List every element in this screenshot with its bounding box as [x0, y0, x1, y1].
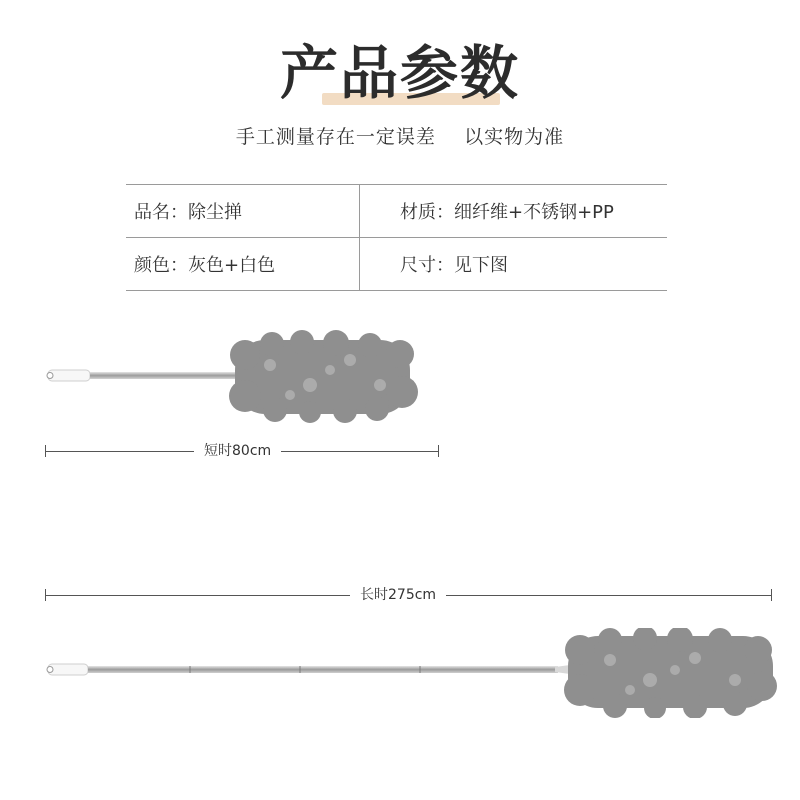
title-block — [0, 38, 800, 108]
spec-product-name: 品名：除尘掸 — [126, 185, 360, 237]
duster-short-image — [40, 330, 420, 425]
dim-short-label: 短时80cm — [194, 442, 281, 460]
spec-size: 尺寸：见下图 — [400, 255, 508, 276]
spec-row — [126, 238, 667, 291]
duster-head — [564, 628, 777, 718]
dim-long-label: 长时275cm — [350, 586, 446, 604]
dim-short-right-tick — [438, 445, 439, 457]
spec-material: 材质：细纤维+不锈钢+PP — [400, 202, 614, 223]
dim-long-right-tick — [771, 589, 772, 601]
spec-row — [126, 184, 667, 238]
duster-long-image — [40, 628, 780, 718]
page-title: 产品参数 — [279, 39, 520, 107]
duster-head — [229, 330, 418, 423]
measurement-note: 手工测量存在一定误差 以实物为准 — [235, 126, 565, 148]
spec-table — [126, 184, 667, 291]
spec-color: 颜色：灰色+白色 — [126, 238, 360, 290]
